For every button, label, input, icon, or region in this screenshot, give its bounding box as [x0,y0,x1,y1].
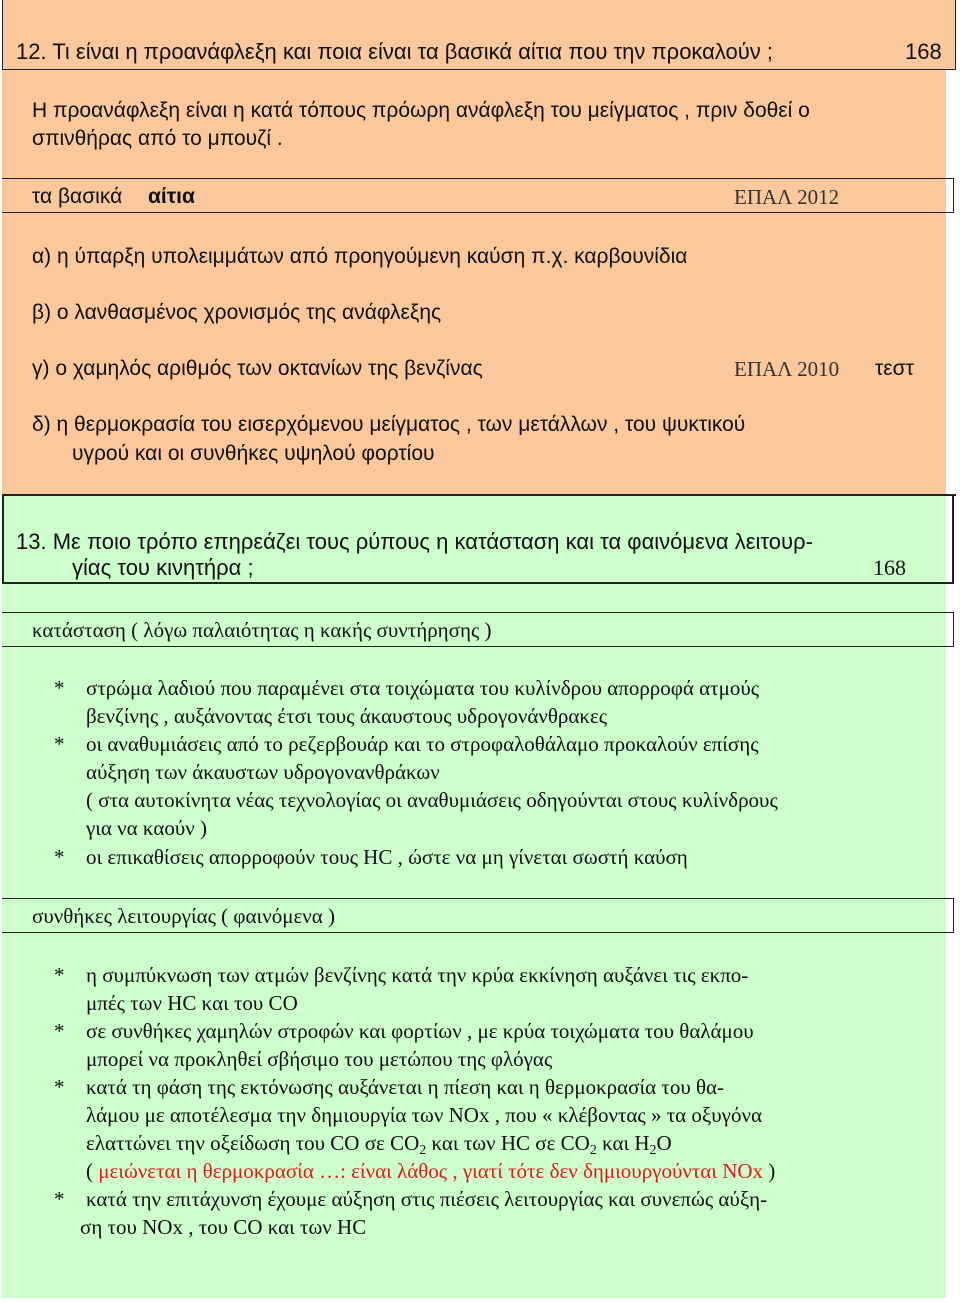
bullet-7: * [54,1187,65,1211]
operation-1-line2: μπές των HC και του CO [86,991,298,1015]
epal-2010-tag: ΕΠΑΛ 2010 [734,357,840,381]
condition-header: κατάσταση ( λόγω παλαιότητας η κακής συντήρησης ) [32,618,492,642]
bullet-5: * [54,1019,65,1043]
causes-label: τα βασικά [32,185,123,208]
question-13-box-left [2,494,4,582]
operation-3-line2: λάμου με αποτέλεσμα την δημιουργία των NOx , που « κλέβοντας » τα οξυγόνα [86,1103,762,1127]
bullet-2: * [54,732,65,756]
cause-c: γ) ο χαμηλός αριθμός των οκτανίων της βενζίνας [32,357,483,380]
condition-1-line1: στρώμα λαδιού που παραμένει στα τοιχώματα του κυλίνδρου απορροφά ατμούς [86,676,760,700]
operation-4-line1: κατά την επιτάχυνση έχουμε αύξηση στις πιέσεις λειτουργίας και συνεπώς αύξη- [86,1187,768,1211]
causes-label-bold: αίτια [148,185,195,208]
preignition-definition-line1: Η προανάφλεξη είναι η κατά τόπους πρόωρη ανάφλεξη του μείγματος , πριν δοθεί ο [32,99,810,122]
condition-2-line3: ( στα αυτοκίνητα νέας τεχνολογίας οι αναθυμιάσεις οδηγούνται στους κυλίνδρους [86,788,778,812]
bullet-6: * [54,1075,65,1099]
cause-d-line1: δ) η θερμοκρασία του εισερχόμενου μείγματος , των μετάλλων , του ψυκτικού [32,413,746,436]
operation-3-line3: ελαττώνει την οξείδωση του CO σε $CO_2$ και των HC σε $CO_2$ και $H_2O$ [86,1131,672,1158]
test-tag: τεστ [875,357,914,380]
question-12-page: 168 [905,39,942,64]
bullet-4: * [54,963,65,987]
cause-b: β) ο λανθασμένος χρονισμός της ανάφλεξης [32,301,442,324]
operation-4-line2: ση του NOx , του CO και των HC [80,1215,367,1239]
condition-3-line1: οι επικαθίσεις απορροφούν τους HC , ώστε να μη γίνεται σωστή καύση [86,845,688,869]
question-13-title-line1: 13. Με ποιο τρόπο επηρεάζει τους ρύπους η κατάσταση και τα φαινόμενα λειτουρ- [16,529,813,554]
section-divider [2,494,956,496]
operation-1-line1: η συμπύκνωση των ατμών βενζίνης κατά την κρύα εκκίνηση αυξάνει τις εκπο- [86,963,749,987]
condition-2-line1: οι αναθυμιάσεις από το ρεζερβουάρ και το στροφαλοθάλαμο προκαλούν επίσης [86,732,759,756]
cause-d-line2: υγρού και οι συνθήκες υψηλού φορτίου [72,442,435,465]
condition-2-line2: αύξηση των άκαυστων υδρογονανθράκων [86,760,440,784]
bullet-3: * [54,845,65,869]
cause-a: α) η ύπαρξη υπολειμμάτων από προηγούμενη καύση π.χ. καρβουνίδια [32,245,688,268]
question-13-title-line2: γίας του κινητήρα ; [72,555,254,580]
condition-1-line2: βενζίνης , αυξάνοντας έτσι τους άκαυστους υδρογονάνθρακες [86,704,608,728]
epal-2012-tag: ΕΠΑΛ 2012 [734,185,840,209]
preignition-definition-line2: σπινθήρας από το μπουζί . [32,127,283,150]
question-13-page: 168 [873,555,906,580]
question-13-box-right [952,494,954,582]
question-12-title: 12. Τι είναι η προανάφλεξη και ποια είναι τα βασικά αίτια που την προκαλούν ; [16,39,774,64]
operation-2-line2: μπορεί να προκληθεί σβήσιμο του μετώπου της φλόγας [86,1047,553,1071]
operation-3-line4: ( μειώνεται η θερμοκρασία …: είναι λάθος , γιατί τότε δεν δημιουργούνται NOx ) [86,1159,776,1183]
question-13-box-bottom [2,582,954,584]
condition-2-line4: για να καούν ) [86,816,207,840]
bullet-1: * [54,676,65,700]
correction-note: μειώνεται η θερμοκρασία …: είναι λάθος , γιατί τότε δεν δημιουργούνται NOx [93,1159,764,1183]
operation-2-line1: σε συνθήκες χαμηλών στροφών και φορτίων , με κρύα τοιχώματα του θαλάμου [86,1019,754,1043]
operation-header: συνθήκες λειτουργίας ( φαινόμενα ) [32,904,336,928]
operation-3-line1: κατά τη φάση της εκτόνωσης αυξάνεται η πίεση και η θερμοκρασία του θα- [86,1075,725,1099]
